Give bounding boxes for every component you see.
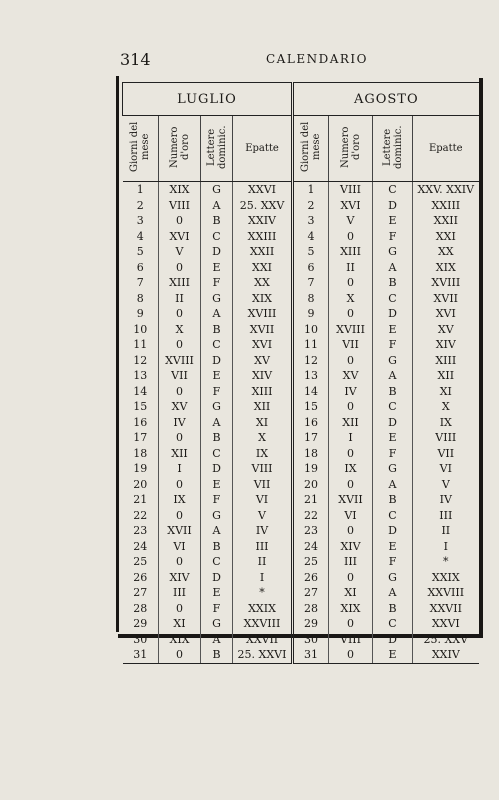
epact-cell: XVII <box>413 291 479 307</box>
dominical-letter-cell: E <box>373 647 413 663</box>
dominical-letter-cell: C <box>201 229 233 245</box>
table-row <box>123 368 479 384</box>
day-cell: 31 <box>293 647 329 663</box>
golden-number-cell: 0 <box>329 399 373 415</box>
epact-cell: XIII <box>413 353 479 369</box>
dominical-letter-cell: F <box>201 384 233 400</box>
calendar-table <box>122 82 479 664</box>
golden-number-cell: 0 <box>329 616 373 632</box>
dominical-letter-cell: F <box>373 554 413 570</box>
dominical-letter-cell: B <box>201 430 233 446</box>
golden-number-cell: VIII <box>329 632 373 648</box>
day-cell: 18 <box>293 446 329 462</box>
day-cell: 23 <box>133 524 148 537</box>
table-row <box>123 275 479 291</box>
epact-cell: XV <box>413 322 479 338</box>
golden-number-cell: III <box>159 585 201 601</box>
table-row <box>123 508 479 524</box>
day-cell: 8 <box>293 291 329 307</box>
day-cell: 24 <box>133 539 148 553</box>
epact-cell: VIII <box>413 430 479 446</box>
day-cell: 20 <box>133 477 148 491</box>
dominical-letter-cell: C <box>201 554 233 570</box>
table-row <box>123 430 479 446</box>
epact-cell: IV <box>413 492 479 508</box>
day-cell: 14 <box>293 384 329 400</box>
epact-cell: III <box>233 539 293 555</box>
dominical-letter-cell: A <box>373 368 413 384</box>
day-cell: 6 <box>293 260 329 276</box>
dominical-letter-cell: E <box>201 585 233 601</box>
dominical-letter-cell: B <box>373 601 413 617</box>
day-cell: 15 <box>133 400 148 413</box>
epact-cell: XXVIII <box>413 585 479 601</box>
day-cell: 28 <box>133 601 148 615</box>
golden-number-cell: 0 <box>159 306 201 322</box>
dominical-letter-cell: A <box>373 585 413 601</box>
col-header-lettere: Lettere dominic. <box>373 116 413 182</box>
dominical-letter-cell: E <box>201 477 233 493</box>
epact-cell: XXVI <box>413 616 479 632</box>
epact-cell: XVIII <box>413 275 479 291</box>
col-header-numero: Numero d'oro <box>159 116 201 182</box>
epact-cell: XVI <box>233 337 293 353</box>
epact-cell: II <box>413 523 479 539</box>
golden-number-cell: 0 <box>329 229 373 245</box>
golden-number-cell: XVIII <box>159 353 201 369</box>
epact-cell: XII <box>413 368 479 384</box>
epact-cell: XIV <box>413 337 479 353</box>
dominical-letter-cell: G <box>201 508 233 524</box>
table-row <box>123 554 479 570</box>
day-cell: 24 <box>293 539 329 555</box>
day-cell: 7 <box>136 276 144 289</box>
dominical-letter-cell: A <box>201 306 233 322</box>
golden-number-cell: XIII <box>159 275 201 291</box>
epact-cell: XIII <box>233 384 293 400</box>
epact-cell: XXIII <box>413 198 479 214</box>
day-cell: 21 <box>293 492 329 508</box>
dominical-letter-cell: E <box>373 213 413 229</box>
day-cell: 10 <box>133 322 148 336</box>
golden-number-cell: VII <box>329 337 373 353</box>
epact-cell: XXIV <box>233 213 293 229</box>
dominical-letter-cell: F <box>201 275 233 291</box>
day-cell: 17 <box>133 431 148 444</box>
epact-cell: V <box>413 477 479 493</box>
golden-number-cell: XIV <box>329 539 373 555</box>
dominical-letter-cell: F <box>201 492 233 508</box>
dominical-letter-cell: C <box>201 337 233 353</box>
table-row <box>123 477 479 493</box>
day-cell: 1 <box>293 182 329 198</box>
calendar-body <box>123 182 479 664</box>
day-cell: 3 <box>293 213 329 229</box>
epact-cell: 25. XXV <box>233 198 293 214</box>
golden-number-cell: VII <box>159 368 201 384</box>
dominical-letter-cell: D <box>373 306 413 322</box>
epact-cell: XIX <box>233 291 293 307</box>
golden-number-cell: 0 <box>159 647 201 663</box>
day-cell: 2 <box>136 198 144 212</box>
dominical-letter-cell: C <box>201 446 233 462</box>
dominical-letter-cell: G <box>373 353 413 369</box>
golden-number-cell: XII <box>159 446 201 462</box>
table-row <box>123 585 479 601</box>
golden-number-cell: 0 <box>159 337 201 353</box>
epact-cell: III <box>413 508 479 524</box>
golden-number-cell: VIII <box>159 198 201 214</box>
epact-cell: XXIII <box>233 229 293 245</box>
table-row <box>123 399 479 415</box>
dominical-letter-cell: B <box>373 492 413 508</box>
golden-number-cell: V <box>329 213 373 229</box>
epact-cell: VII <box>233 477 293 493</box>
golden-number-cell: X <box>159 322 201 338</box>
day-cell: 5 <box>136 245 144 258</box>
day-cell: 19 <box>293 461 329 477</box>
epact-cell: XXVIII <box>233 616 293 632</box>
day-cell: 16 <box>133 415 148 429</box>
day-cell: 2 <box>293 198 329 214</box>
golden-number-cell: 0 <box>159 384 201 400</box>
dominical-letter-cell: D <box>373 198 413 214</box>
epact-cell: XXIX <box>413 570 479 586</box>
golden-number-cell: XII <box>329 415 373 431</box>
day-cell: 12 <box>133 353 148 367</box>
day-cell: 7 <box>293 275 329 291</box>
day-cell: 17 <box>293 430 329 446</box>
day-cell: 18 <box>133 446 148 460</box>
day-cell: 28 <box>293 601 329 617</box>
day-cell: 27 <box>293 585 329 601</box>
table-row <box>123 337 479 353</box>
day-cell: 9 <box>293 306 329 322</box>
table-row <box>123 647 479 663</box>
dominical-letter-cell: C <box>373 616 413 632</box>
dominical-letter-cell: A <box>201 632 233 648</box>
epact-cell: XXII <box>233 244 293 260</box>
dominical-letter-cell: B <box>373 275 413 291</box>
epact-cell: XX <box>413 244 479 260</box>
epact-cell: I <box>413 539 479 555</box>
golden-number-cell: XIX <box>329 601 373 617</box>
table-row <box>123 523 479 539</box>
dominical-letter-cell: A <box>373 260 413 276</box>
col-header-epatte: Epatte <box>413 116 479 182</box>
golden-number-cell: XIII <box>329 244 373 260</box>
golden-number-cell: XIV <box>159 570 201 586</box>
golden-number-cell: II <box>159 291 201 307</box>
day-cell: 30 <box>133 632 148 646</box>
dominical-letter-cell: D <box>201 461 233 477</box>
epact-cell: XVI <box>413 306 479 322</box>
dominical-letter-cell: F <box>373 229 413 245</box>
table-row <box>123 461 479 477</box>
day-cell: 23 <box>293 523 329 539</box>
golden-number-cell: IX <box>159 492 201 508</box>
dominical-letter-cell: G <box>201 616 233 632</box>
golden-number-cell: XV <box>159 399 201 415</box>
dominical-letter-cell: C <box>373 182 413 198</box>
epact-cell: XXIX <box>233 601 293 617</box>
dominical-letter-cell: B <box>201 539 233 555</box>
dominical-letter-cell: B <box>373 384 413 400</box>
dominical-letter-cell: F <box>373 446 413 462</box>
epact-cell: XX <box>233 275 293 291</box>
golden-number-cell: 0 <box>159 430 201 446</box>
day-cell: 5 <box>293 244 329 260</box>
golden-number-cell: II <box>329 260 373 276</box>
golden-number-cell: XI <box>159 616 201 632</box>
month-header-luglio: LUGLIO <box>123 83 293 116</box>
col-header-epatte: Epatte <box>233 116 293 182</box>
golden-number-cell: V <box>159 244 201 260</box>
golden-number-cell: XVII <box>159 523 201 539</box>
day-cell: 9 <box>136 307 144 320</box>
golden-number-cell: 0 <box>329 306 373 322</box>
epact-cell: X <box>413 399 479 415</box>
epact-cell: XXI <box>233 260 293 276</box>
golden-number-cell: 0 <box>159 508 201 524</box>
golden-number-cell: 0 <box>329 523 373 539</box>
day-cell: 11 <box>293 337 329 353</box>
day-cell: 30 <box>293 632 329 648</box>
table-row <box>123 446 479 462</box>
epact-cell: V <box>233 508 293 524</box>
dominical-letter-cell: D <box>373 632 413 648</box>
table-row <box>123 306 479 322</box>
epact-cell: XXII <box>413 213 479 229</box>
day-cell: 4 <box>136 229 144 243</box>
dominical-letter-cell: F <box>373 337 413 353</box>
golden-number-cell: IV <box>329 384 373 400</box>
dominical-letter-cell: D <box>373 415 413 431</box>
day-cell: 4 <box>293 229 329 245</box>
day-cell: 8 <box>136 291 144 305</box>
golden-number-cell: 0 <box>329 570 373 586</box>
epact-cell: * <box>413 554 479 570</box>
golden-number-cell: 0 <box>159 477 201 493</box>
golden-number-cell: XVII <box>329 492 373 508</box>
dominical-letter-cell: A <box>201 415 233 431</box>
table-row <box>123 353 479 369</box>
table-row <box>123 213 479 229</box>
table-row <box>123 415 479 431</box>
epact-cell: X <box>233 430 293 446</box>
dominical-letter-cell: G <box>373 244 413 260</box>
golden-number-cell: I <box>329 430 373 446</box>
epact-cell: VIII <box>233 461 293 477</box>
dominical-letter-cell: C <box>373 508 413 524</box>
day-cell: 1 <box>136 183 144 196</box>
epact-cell: XIX <box>413 260 479 276</box>
table-row <box>123 616 479 632</box>
epact-cell: XXI <box>413 229 479 245</box>
golden-number-cell: IX <box>329 461 373 477</box>
calendar-table-frame <box>118 78 483 661</box>
day-cell: 25 <box>293 554 329 570</box>
dominical-letter-cell: D <box>373 523 413 539</box>
epact-cell: XXVII <box>413 601 479 617</box>
dominical-letter-cell: E <box>373 430 413 446</box>
table-row <box>123 632 479 648</box>
day-cell: 14 <box>133 384 148 398</box>
dominical-letter-cell: D <box>201 244 233 260</box>
day-cell: 29 <box>293 616 329 632</box>
epact-cell: XI <box>233 415 293 431</box>
table-row <box>123 384 479 400</box>
day-cell: 31 <box>123 647 159 663</box>
epact-cell: XVIII <box>233 306 293 322</box>
day-cell: 15 <box>293 399 329 415</box>
dominical-letter-cell: E <box>201 368 233 384</box>
day-cell: 13 <box>293 368 329 384</box>
col-header-giorni: Giorni del mese <box>123 116 159 182</box>
epact-cell: 25. XXV <box>413 632 479 648</box>
golden-number-cell: VIII <box>329 182 373 198</box>
golden-number-cell: VI <box>329 508 373 524</box>
golden-number-cell: XVI <box>329 198 373 214</box>
dominical-letter-cell: D <box>201 570 233 586</box>
day-cell: 22 <box>293 508 329 524</box>
golden-number-cell: III <box>329 554 373 570</box>
table-row <box>123 322 479 338</box>
golden-number-cell: 0 <box>159 554 201 570</box>
golden-number-cell: 0 <box>329 353 373 369</box>
epact-cell: * <box>233 585 293 601</box>
epact-cell: IX <box>413 415 479 431</box>
day-cell: 26 <box>293 570 329 586</box>
col-header-numero: Numero d'oro <box>329 116 373 182</box>
golden-number-cell: XIX <box>159 182 201 198</box>
golden-number-cell: 0 <box>329 446 373 462</box>
dominical-letter-cell: E <box>201 260 233 276</box>
table-row <box>123 260 479 276</box>
epact-cell: II <box>233 554 293 570</box>
table-row <box>123 539 479 555</box>
golden-number-cell: I <box>159 461 201 477</box>
golden-number-cell: XV <box>329 368 373 384</box>
day-cell: 3 <box>136 214 144 227</box>
table-row <box>123 182 479 198</box>
epact-cell: VII <box>413 446 479 462</box>
day-cell: 22 <box>133 508 148 522</box>
day-cell: 6 <box>136 260 144 274</box>
dominical-letter-cell: D <box>201 353 233 369</box>
day-cell: 20 <box>293 477 329 493</box>
table-row <box>123 601 479 617</box>
epact-cell: IX <box>233 446 293 462</box>
table-row <box>123 198 479 214</box>
epact-cell: XXVI <box>233 182 293 198</box>
epact-cell: 25. XXVI <box>233 647 293 663</box>
golden-number-cell: 0 <box>159 601 201 617</box>
day-cell: 25 <box>133 555 148 568</box>
epact-cell: VI <box>413 461 479 477</box>
day-cell: 26 <box>133 570 148 584</box>
golden-number-cell: 0 <box>159 260 201 276</box>
epact-cell: IV <box>233 523 293 539</box>
dominical-letter-cell: F <box>201 601 233 617</box>
dominical-letter-cell: B <box>201 322 233 338</box>
epact-cell: XXIV <box>413 647 479 663</box>
table-row <box>123 291 479 307</box>
dominical-letter-cell: B <box>201 647 233 663</box>
month-header-agosto: AGOSTO <box>293 83 479 116</box>
epact-cell: I <box>233 570 293 586</box>
golden-number-cell: VI <box>159 539 201 555</box>
dominical-letter-cell: E <box>373 322 413 338</box>
golden-number-cell: 0 <box>329 647 373 663</box>
day-cell: 12 <box>293 353 329 369</box>
day-cell: 10 <box>293 322 329 338</box>
golden-number-cell: IV <box>159 415 201 431</box>
day-cell: 11 <box>133 338 148 351</box>
col-header-giorni: Giorni del mese <box>293 116 329 182</box>
day-cell: 19 <box>133 462 148 475</box>
epact-cell: XXV. XXIV <box>413 182 479 198</box>
epact-cell: XIV <box>233 368 293 384</box>
day-cell: 29 <box>133 617 148 630</box>
dominical-letter-cell: G <box>201 399 233 415</box>
page-header <box>0 0 499 70</box>
running-title: CALENDARIO <box>266 52 368 66</box>
epact-cell: XII <box>233 399 293 415</box>
epact-cell: VI <box>233 492 293 508</box>
epact-cell: XVII <box>233 322 293 338</box>
dominical-letter-cell: C <box>373 399 413 415</box>
golden-number-cell: 0 <box>329 275 373 291</box>
day-cell: 13 <box>133 369 148 382</box>
golden-number-cell: XVIII <box>329 322 373 338</box>
dominical-letter-cell: G <box>373 570 413 586</box>
dominical-letter-cell: A <box>201 523 233 539</box>
epact-cell: XI <box>413 384 479 400</box>
table-row <box>123 244 479 260</box>
dominical-letter-cell: A <box>201 198 233 214</box>
col-header-lettere: Lettere dominic. <box>201 116 233 182</box>
golden-number-cell: X <box>329 291 373 307</box>
day-cell: 27 <box>133 586 148 599</box>
table-row <box>123 570 479 586</box>
golden-number-cell: XVI <box>159 229 201 245</box>
page-number: 314 <box>120 50 151 69</box>
table-row <box>123 492 479 508</box>
day-cell: 16 <box>293 415 329 431</box>
table-row <box>123 229 479 245</box>
golden-number-cell: 0 <box>329 477 373 493</box>
golden-number-cell: XIX <box>159 632 201 648</box>
dominical-letter-cell: G <box>373 461 413 477</box>
epact-cell: XXVII <box>233 632 293 648</box>
golden-number-cell: 0 <box>159 213 201 229</box>
golden-number-cell: XI <box>329 585 373 601</box>
dominical-letter-cell: G <box>201 291 233 307</box>
dominical-letter-cell: C <box>373 291 413 307</box>
dominical-letter-cell: G <box>201 182 233 198</box>
dominical-letter-cell: B <box>201 213 233 229</box>
dominical-letter-cell: E <box>373 539 413 555</box>
dominical-letter-cell: A <box>373 477 413 493</box>
epact-cell: XV <box>233 353 293 369</box>
day-cell: 21 <box>133 493 148 506</box>
